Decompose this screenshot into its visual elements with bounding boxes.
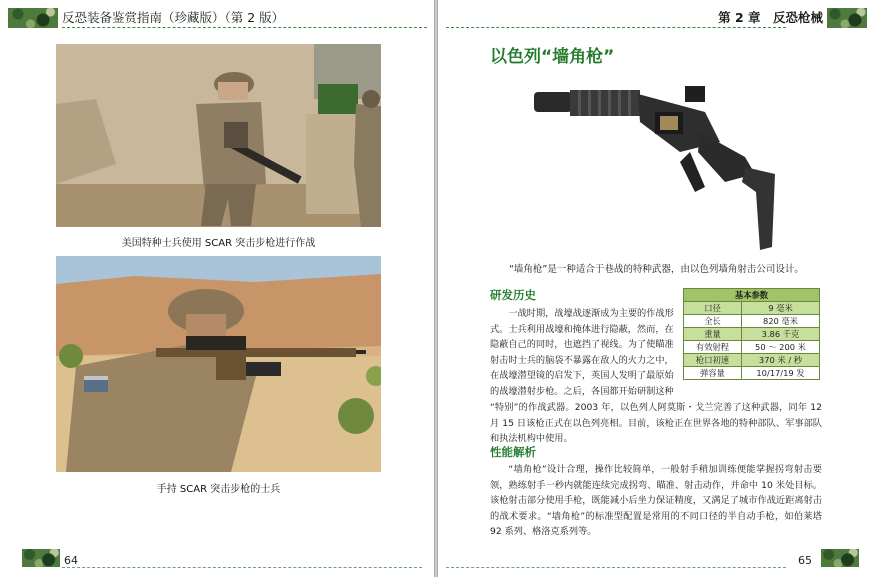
header-rule [446, 27, 786, 28]
spec-row [684, 328, 820, 341]
spec-value: 370 米 / 秒 [742, 354, 820, 367]
photo-scar-soldier-combat [56, 44, 381, 227]
history-line: 隐蔽自己的同时，也遮挡了视线。为了使瞄准 [490, 339, 674, 351]
spec-row [684, 315, 820, 328]
header-rule [62, 27, 427, 28]
section-heading-history: 研发历史 [490, 288, 536, 302]
spec-value: 3.86 千克 [742, 328, 820, 341]
spec-key: 全长 [684, 315, 742, 328]
section-heading-performance: 性能解析 [490, 445, 536, 459]
left-page [0, 0, 434, 577]
spec-row [684, 367, 820, 380]
history-line: 射击时士兵的脑袋不暴露在敌人的火力之中， [490, 354, 674, 366]
camo-header-tab [8, 8, 58, 28]
performance-paragraph: “墙角枪”设计合理，操作比较简单，一般射手稍加训练便能掌握拐弯射击要领，熟练射手一秒内就能连续完成拐弯、瞄准、射击动作，并命中 10 米处目标。该枪射击部分使用手枪，既能减小后坐力保证精度，又满足了城市作战近距离射击的战术要求。“墙角枪”的标准型配置是常用的不同口径的半自动手枪，如伯莱塔 92 系列、格洛克系列等。 [490, 464, 822, 538]
camo-footer-tab [22, 549, 60, 567]
footer-rule [446, 567, 786, 568]
camo-footer-tab [821, 549, 859, 567]
history-line: 一战时期，战壕战逐渐成为主要的作战形 [508, 308, 674, 319]
article-title: 以色列“墙角枪” [490, 47, 615, 67]
spec-value: 9 毫米 [742, 302, 820, 315]
right-page [438, 0, 871, 577]
spec-value: 50 ～ 200 米 [742, 341, 820, 354]
spec-key: 口径 [684, 302, 742, 315]
page-number-right: 65 [798, 554, 812, 567]
photo2-caption: 手持 SCAR 突击步枪的士兵 [156, 484, 281, 495]
spec-key: 重量 [684, 328, 742, 341]
page-number-left: 64 [64, 554, 78, 567]
history-line: 式。士兵利用战壕和掩体进行隐蔽，然而，在 [490, 323, 674, 335]
camo-header-tab [827, 8, 867, 28]
spec-key: 有效射程 [684, 341, 742, 354]
spec-key: 弹容量 [684, 367, 742, 380]
photo1-caption: 美国特种士兵使用 SCAR 突击步枪进行作战 [121, 238, 316, 249]
spec-row [684, 302, 820, 315]
photo-cornershot-weapon [530, 82, 780, 252]
chapter-header: 第 2 章 反恐枪械 [718, 10, 823, 25]
spec-row [684, 354, 820, 367]
book-title-header: 反恐装备鉴赏指南（珍藏版）（第 2 版） [62, 10, 285, 25]
spec-table [683, 288, 820, 380]
photo-soldier-holding-scar [56, 256, 381, 472]
history-narrow-column [490, 306, 678, 400]
history-paragraph-continued: “特别”的作战武器。2003 年，以色列人阿莫斯・戈兰完善了这种武器，同年 12 月 15 日该枪正式在以色列亮相。目前，该枪正在世界各地的特种部队、军事部队和执法机构中使用。 [490, 402, 822, 445]
spec-value: 10/17/19 发 [742, 367, 820, 380]
history-line: 在战壕潜望镜的启发下，英国人发明了最原始 [490, 370, 674, 382]
spec-table-header: 基本参数 [684, 289, 820, 302]
history-line: 的战壕潜射步枪。之后，各国都开始研制这种 [490, 385, 674, 397]
footer-rule [62, 567, 422, 568]
spec-key: 枪口初速 [684, 354, 742, 367]
spec-row [684, 341, 820, 354]
intro-paragraph: “墙角枪”是一种适合于巷战的特种武器，由以色列墙角射击公司设计。 [509, 264, 804, 275]
spec-value: 820 毫米 [742, 315, 820, 328]
